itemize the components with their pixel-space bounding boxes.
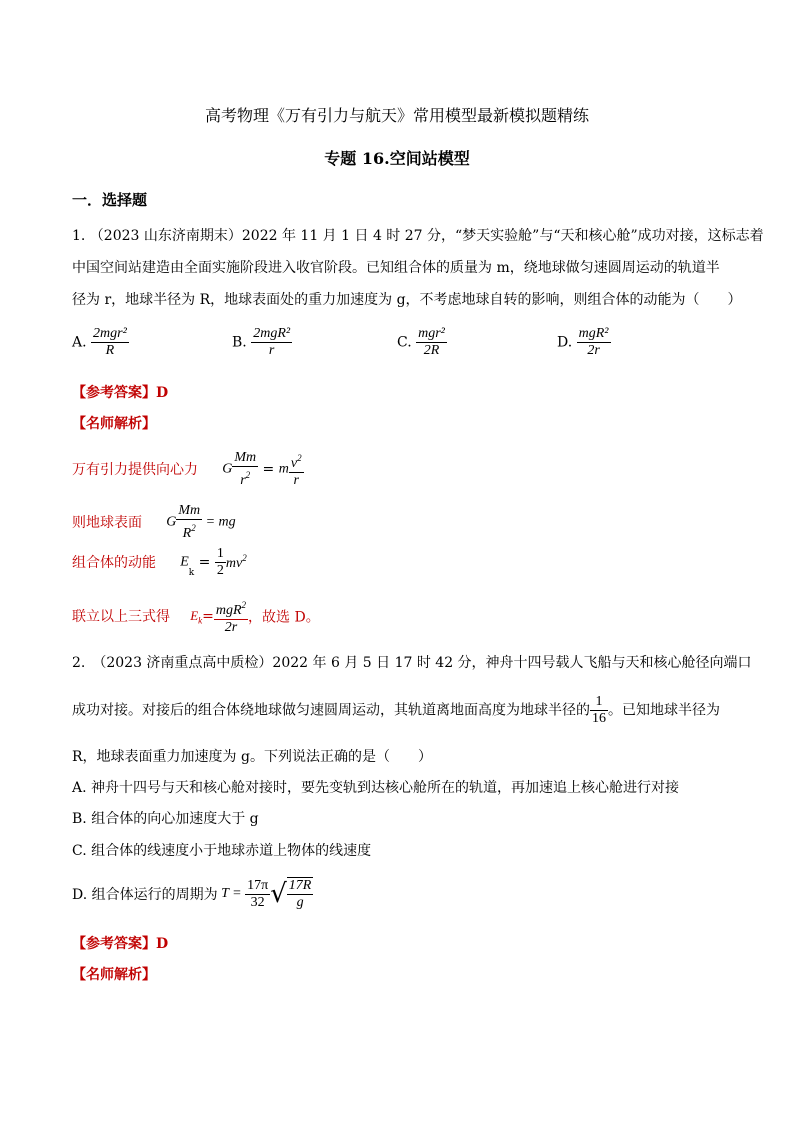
step-text: 万有引力提供向心力 xyxy=(72,462,198,478)
q1-step-3: 组合体的动能 $E_k$ = $\frac{1}{2}$ $mv^2$ xyxy=(72,546,247,578)
document-title: 高考物理《万有引力与航天》常用模型最新模拟题精练 xyxy=(204,106,589,125)
document-subtitle: 专题 16.空间站模型 xyxy=(324,149,470,168)
q2-analysis-heading: 【名师解析】 xyxy=(72,967,156,983)
option-denominator: 2R xyxy=(423,343,440,358)
option-numerator: mgR² xyxy=(578,326,609,341)
q2-frac-num: 1 xyxy=(590,694,608,711)
q2-option-b: B. 组合体的向心加速度大于 g xyxy=(72,811,259,827)
q1-option-c xyxy=(397,326,447,359)
q2-line-2 xyxy=(72,694,720,727)
q2-option-c: C. 组合体的线速度小于地球赤道上物体的线速度 xyxy=(72,843,372,859)
q1-step-2: 则地球表面 G $\frac{Mm}{R^2}$ = mg xyxy=(72,503,236,541)
step-text: 则地球表面 xyxy=(72,515,142,531)
option-label: B. xyxy=(232,334,247,351)
q2-line-2b: 。已知地球半径为 xyxy=(608,702,720,719)
q2-option-a: A. 神舟十四号与天和核心舱对接时，要先变轨到达核心舱所在的轨道，再加速追上核心舱进行对接 xyxy=(72,780,680,796)
option-denominator: 2r xyxy=(587,343,600,358)
q1-option-d xyxy=(557,326,611,359)
q1-option-b xyxy=(232,326,292,359)
q2-option-d-text: D. 组合体运行的周期为 xyxy=(72,887,218,903)
step-tail: ，故选 D。 xyxy=(248,609,320,626)
option-label: C. xyxy=(397,334,412,351)
q2-frac-den: 16 xyxy=(592,711,606,726)
q2-answer: 【参考答案】D xyxy=(72,936,169,952)
option-denominator: r xyxy=(268,343,275,358)
q2-line-2a: 成功对接。对接后的组合体绕地球做匀速圆周运动，其轨道离地面高度为地球半径的 xyxy=(72,702,590,719)
option-numerator: 2mgr² xyxy=(93,326,127,341)
q1-line-1: 1. （2023 山东济南期末）2022 年 11 月 1 日 4 时 27 分，“梦天实验舱”与“天和核心舱”成功对接，这标志着 xyxy=(72,228,764,244)
q1-line-3: 径为 r，地球半径为 R，地球表面处的重力加速度为 g，不考虑地球自转的影响，则组合体的动能为（ ） xyxy=(72,292,742,308)
q1-answer: 【参考答案】D xyxy=(72,385,169,401)
option-numerator: 2mgR² xyxy=(253,326,291,341)
q1-option-a xyxy=(72,326,129,359)
option-denominator: R xyxy=(105,343,115,358)
q1-analysis-heading: 【名师解析】 xyxy=(72,416,156,432)
q2-line-3: R，地球表面重力加速度为 g。下列说法正确的是（ ） xyxy=(72,749,432,765)
q1-step-4: 联立以上三式得 $E_k=$ $\frac{mgR^2}{2r}$ ，故选 D。 xyxy=(72,597,320,636)
option-label: D. xyxy=(557,334,573,351)
step-text: 联立以上三式得 xyxy=(72,609,170,625)
step-text: 组合体的动能 xyxy=(72,555,156,571)
option-label: A. xyxy=(72,334,87,351)
q1-step-1: 万有引力提供向心力 G $\frac{Mm}{r^2}$ = m $\frac{v^2}{r}$ xyxy=(72,450,302,488)
q1-line-2: 中国空间站建造由全面实施阶段进入收官阶段。已知组合体的质量为 m，绕地球做匀速圆周运动的轨道半 xyxy=(72,260,720,276)
q2-line-1: 2. （2023 济南重点高中质检）2022 年 6 月 5 日 17 时 42 分，神舟十四号载人飞船与天和核心舱径向端口 xyxy=(72,655,752,671)
section-heading: 一．选择题 xyxy=(72,191,148,209)
q2-option-d: D. 组合体运行的周期为 T = $\frac{17\pi}{32}$ √ $\frac{17R}{g}$ xyxy=(72,877,312,910)
option-numerator: mgr² xyxy=(418,326,445,341)
